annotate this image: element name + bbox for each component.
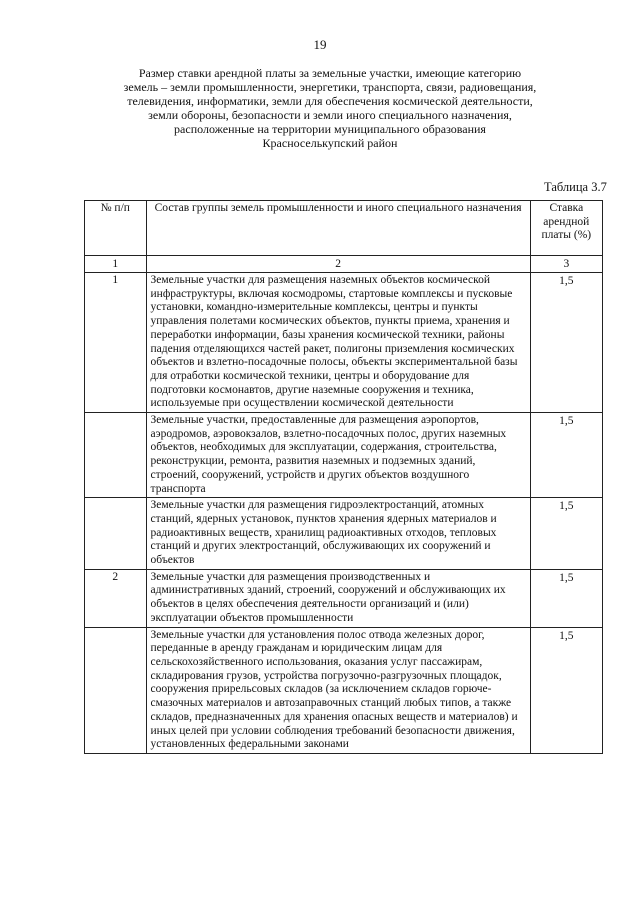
index-cell: 1 [85,256,147,273]
row-num: 1 [85,273,147,413]
table-index-row [85,256,603,273]
row-num [85,498,147,570]
table-row [85,569,603,627]
title-line: Размер ставки арендной платы за земельные участки, имеющие категорию [138,66,522,80]
rate-value: 1,5 [559,415,574,428]
row-rate [530,627,602,753]
row-num: 2 [85,569,147,627]
table-label: Таблица 3.7 [544,180,607,194]
row-rate [530,413,602,498]
header-desc: Состав группы земель промышленности и иного специального назначения [146,201,530,256]
rate-value: 1,5 [559,500,574,513]
document-title [110,66,550,150]
row-rate [530,498,602,570]
index-cell: 3 [530,256,602,273]
table-row [85,627,603,753]
table-header-row [85,201,603,256]
title-line: телевидения, информатики, земли для обеспечения космической деятельности, [127,94,533,108]
row-desc: Земельные участки для размещения наземных объектов космической инфраструктуры, включая космодромы, стартовые комплексы и пусковые установки, командно-измерительные комплексы, центры и пункты управления полетами космических объектов, пункты приема, хранения и переработки информации, базы хранения космической техники, районы падения отделяющихся частей ракет, полигоны приземления космических объектов и взлетно-посадочные полосы, объекты экспериментальной базы для отработки космической техники, центры и оборудование для подготовки космонавтов, другие наземные сооружения и техника, используемые при осуществлении космической деятельности [146,273,530,413]
row-desc: Земельные участки для размещения производственных и административных зданий, строений, сооружений и обслуживающих их объектов в целях обеспечения деятельности организаций и (или) эксплуатации объектов промышленности [146,569,530,627]
row-num [85,413,147,498]
title-line: Красноселькупский район [262,136,398,150]
page-number: 19 [313,37,327,52]
index-cell: 2 [146,256,530,273]
table-row [85,498,603,570]
row-desc: Земельные участки, предоставленные для размещения аэропортов, аэродромов, аэровокзалов, взлетно-посадочных полос, других наземных объектов, необходимых для эксплуатации, содержания, строительства, реконструкции, ремонта, развития наземных и подземных зданий, строений, сооружений, устройств и других объектов воздушного транспорта [146,413,530,498]
table-row [85,273,603,413]
row-desc: Земельные участки для установления полос отвода железных дорог, переданные в аренду гражданам и юридическим лицам для сельскохозяйственного использования, оказания услуг пассажирам, складирования грузов, устройства погрузочно-разгрузочных площадок, сооружения прирельсовых складов (за исключением складов горюче-смазочных материалов и автозаправочных станций любых типов, а также складов, предназначенных для хранения опасных веществ и материалов) и иных целей при условии соблюдения требований безопасности движения, установленных федеральными законами [146,627,530,753]
row-rate [530,273,602,413]
table-row [85,413,603,498]
row-desc: Земельные участки для размещения гидроэлектростанций, атомных станций, ядерных установок, пунктов хранения ядерных материалов и радиоактивных веществ, хранилищ радиоактивных отходов, тепловых станций и других электростанций, обслуживающих их сооружений и объектов [146,498,530,570]
title-line: расположенные на территории муниципального образования [174,122,486,136]
row-num [85,627,147,753]
rate-value: 1,5 [559,571,574,584]
row-rate [530,569,602,627]
rate-value: 1,5 [559,629,574,642]
header-rate: Ставка арендной платы (%) [530,201,602,256]
rate-value: 1,5 [559,275,574,287]
title-line: земли обороны, безопасности и земли иного специального назначения, [148,108,512,122]
header-num: № п/п [85,201,147,256]
title-line: земель – земли промышленности, энергетики, транспорта, связи, радиовещания, [123,80,537,94]
rate-table [84,200,603,754]
